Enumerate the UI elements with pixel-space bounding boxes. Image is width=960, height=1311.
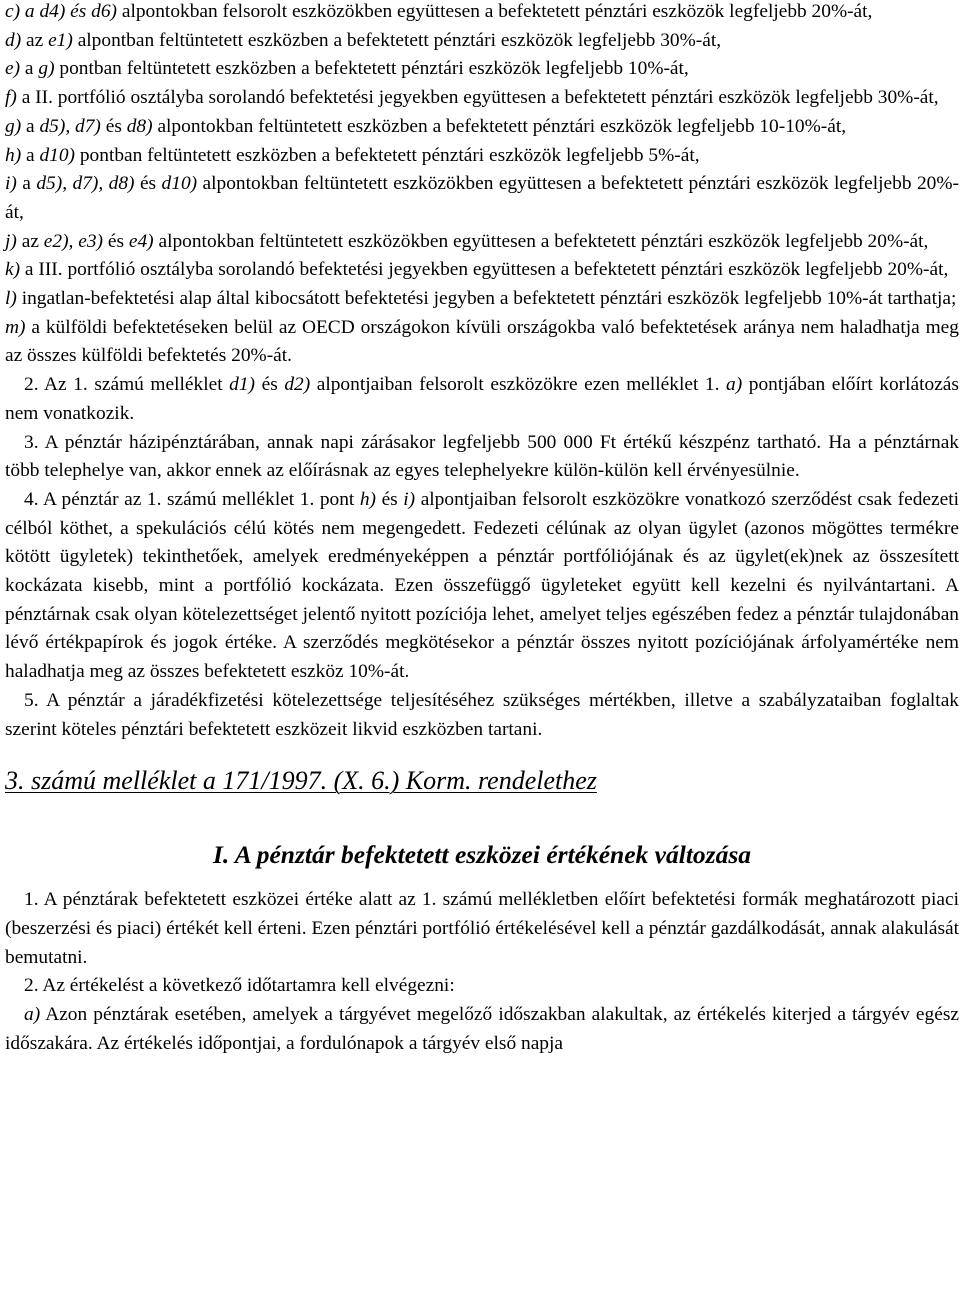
document-page [5, 0, 959, 1059]
list-item-k: k) a III. portfólió osztályba sorolandó befektetési jegyekben együttesen a befektetett pénztári eszközök legfeljebb 20%-át, [5, 259, 949, 281]
section-paragraph-2: 2. Az értékelést a következő időtartamra kell elvégezni: [24, 975, 455, 997]
list-item-g: g) a d5), d7) és d8) alpontokban feltüntetett eszközben a befektetett pénztári eszközök legfeljebb 10-10%-át, [5, 115, 847, 137]
annex-heading-link[interactable]: 3. számú melléklet a 171/1997. (X. 6.) Korm. rendelethez [5, 766, 597, 796]
list-item-i: i) a d5), d7), d8) és d10) alpontokban feltüntetett eszközökben együttesen a befektetett pénztári eszközök legfeljebb 20%-át, [5, 173, 959, 223]
paragraph-2: 2. Az 1. számú melléklet d1) és d2) alpontjaiban felsorolt eszközökre ezen melléklet 1. a) pontjában előírt korlátozás nem vonatkozik. [5, 374, 959, 424]
list-item-e: e) a g) pontban feltüntetett eszközben a befektetett pénztári eszközök legfeljebb 10%-át, [5, 58, 689, 80]
list-item-c: c) a d4) és d6) alpontokban felsorolt eszközökben együttesen a befektetett pénztári eszközök legfeljebb 20%-át, [5, 1, 873, 22]
section-paragraph-1: 1. A pénztárak befektetett eszközei értéke alatt az 1. számú mellékletben előírt befektetési formák meghatározott piaci (beszerzési és piaci) értékét kell érteni. Ezen pénztári portfólió értékelésével kell a pénztár gazdálkodását, annak alakulását bemutatni. [5, 889, 959, 968]
paragraph-5: 5. A pénztár a járadékfizetési kötelezettsége teljesítéséhez szükséges mértékben, illetve a szabályzataiban foglaltak szerint köteles pénztári befektetett eszközeit likvid eszközben tartani. [5, 689, 959, 740]
list-item-d: d) az e1) alpontban feltüntetett eszközben a befektetett pénztári eszközök legfeljebb 30%-át, [5, 29, 722, 51]
list-item-m: m) a külföldi befektetéseken belül az OECD országokon kívüli országokba való befektetések aránya nem haladhatja meg az összes külföldi befektetés 20%-át. [5, 316, 959, 367]
section-title: I. A pénztár befektetett eszközei értékének változása [212, 840, 752, 870]
list-item-j: j) az e2), e3) és e4) alpontokban feltüntetett eszközökben együttesen a befektetett pénztári eszközök legfeljebb 20%-át, [5, 230, 929, 252]
list-item-h: h) a d10) pontban feltüntetett eszközben a befektetett pénztári eszközök legfeljebb 5%-át, [5, 144, 700, 166]
paragraph-3: 3. A pénztár házipénztárában, annak napi zárásakor legfeljebb 500 000 Ft értékű készpénz tartható. Ha a pénztárnak több telephelye van, akkor ennek az előírásnak az egyes telephelyekre külön-külön kell érvényesülnie. [5, 431, 959, 482]
paragraph-4: 4. A pénztár az 1. számú melléklet 1. pont h) és i) alpontjaiban felsorolt eszközökre vonatkozó szerződést csak fedezeti célból köthet, a spekulációs célú kötés nem megengedett. Fedezeti célúnak az olyan ügylet (azonos mögöttes termékre kötött ügyletek) tekinthetőek, amelyek eredményeképpen a pénztár portfóliójának és az ügylet(ek)nek az összesített kockázata kisebb, mint a portfólió kockázata. Ezen összefüggő ügyleteket együtt kell kezelni és nyilvántartani. A pénztárnak csak olyan kötelezettséget jelentő nyitott pozíciója lehet, amelyet teljes egészében fedez a pénztár tulajdonában lévő értékpapírok és jogok értéke. A szerződés megkötésekor a pénztár összes nyitott pozíciójának árfolyamértéke nem haladhatja meg az összes befektetett eszköz 10%-át. [5, 488, 959, 683]
list-item-f: f) a II. portfólió osztályba sorolandó befektetési jegyekben együttesen a befektetett pénztári eszközök legfeljebb 30%-át, [5, 87, 939, 109]
list-item-l: l) ingatlan-befektetési alap által kibocsátott befektetési jegyben a befektetett pénztári eszközök legfeljebb 10%-át tarthatja; [5, 288, 957, 310]
section-paragraph-3: a) Azon pénztárak esetében, amelyek a tárgyévet megelőző időszakban alakultak, az értékelés kiterjed a tárgyév egész időszakára. Az értékelés időpontjai, a fordulónapok a tárgyév első napja [5, 1004, 959, 1054]
